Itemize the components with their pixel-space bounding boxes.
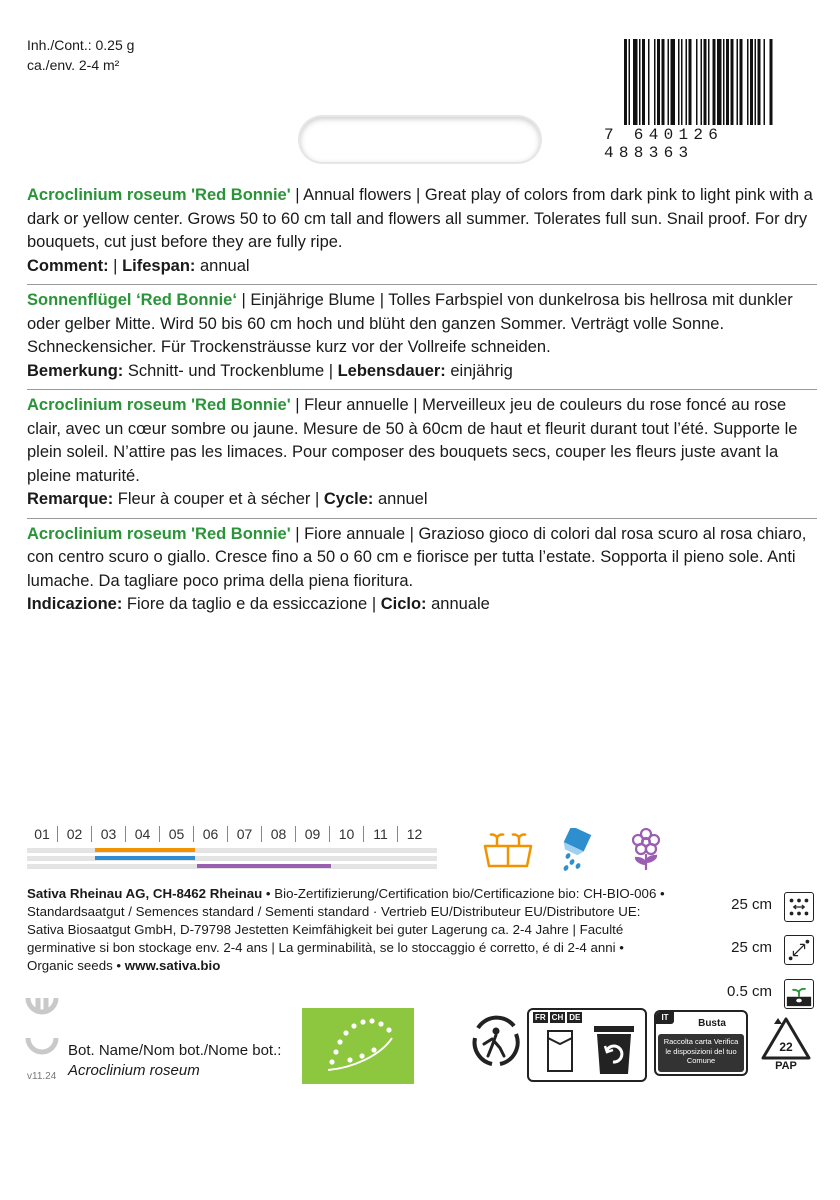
month-label: 12 (397, 826, 431, 842)
month-label: 08 (261, 826, 295, 842)
variety-title-en: Acroclinium roseum 'Red Bonnie' (27, 186, 291, 204)
variety-title-it: Acroclinium roseum 'Red Bonnie' (27, 524, 291, 543)
month-label: 05 (159, 826, 193, 842)
lifespan-value-de: einjährig (445, 361, 513, 380)
description-en: | Annual flowers | Great play of colors from dark pink to light pink with a dark or yellow center. Grows 50 to 60 cm tall and flowers all summer. Tolerates full sun. Snail proof. For dry bouquets, cut just before they are fully ripe. (27, 186, 813, 251)
sowing-depth-icon (784, 979, 814, 1009)
country-tab-ch: CH (551, 1013, 564, 1022)
package-contents (27, 35, 134, 75)
calendar-bars (27, 848, 437, 872)
italy-title: Busta (698, 1018, 726, 1029)
spec-row-spacing (720, 935, 820, 961)
month-label: 06 (193, 826, 227, 842)
botanical-value: Acroclinium roseum (68, 1062, 200, 1079)
month-label: 09 (295, 826, 329, 842)
packet-window (300, 117, 540, 162)
seed-tray-icon (482, 828, 534, 872)
month-label: 04 (125, 826, 159, 842)
comment-label-it: Indicazione: (27, 595, 123, 613)
month-label: 11 (363, 826, 397, 842)
comment-label-de: Bemerkung: (27, 361, 124, 380)
spec-plant-spacing (720, 892, 820, 918)
comment-value-fr: Fleur à couper et à sécher | (113, 490, 324, 508)
paper-bin-icon (591, 1022, 637, 1078)
company-name: Sativa Rheinau AG, CH-8462 Rheinau (27, 886, 263, 901)
botanical-label: Bot. Name/Nom bot./Nome bot.: (68, 1042, 282, 1059)
block-english (27, 180, 817, 285)
block-german (27, 285, 817, 390)
description-blocks (27, 180, 817, 623)
triman-recycling-icon (470, 1014, 522, 1070)
botanical-name (68, 1041, 281, 1081)
calendar-grid-line (27, 848, 437, 853)
pap-label: PAP (775, 1060, 797, 1072)
comment-value-en: | (108, 256, 123, 275)
lifespan-label-en: Lifespan: (122, 256, 196, 275)
month-label: 01 (34, 826, 50, 842)
perforation-mark-icon (25, 996, 59, 1026)
italy-recycling-box (654, 1010, 748, 1076)
row-spacing-icon (784, 935, 814, 965)
paper-packet-icon (545, 1028, 575, 1074)
variety-title-fr: Acroclinium roseum 'Red Bonnie' (27, 396, 291, 414)
certification-text: • Bio-Zertifizierung/Certification bio/Certificazione bio: CH-BIO-006 • Standardsaatgut / Semences standard / Sementi standard · Vertrieb EU/Distributeur EU/Distributore UE: Sativa Biosaatgut GmbH, D-79798 Jestetten Keimfähigkeit bei guter Lagerung ca. 2-4 Jahre | Faculté germinative si bon stockage env. 2-4 ans | La germinabilità, se lo stoccaggio é corretto, é di 2-4 anni • Organic seeds • (27, 886, 665, 973)
lifespan-label-de: Lebensdauer: (337, 361, 446, 380)
month-label: 10 (329, 826, 363, 842)
country-tabs (533, 1012, 582, 1023)
description-fr: | Fleur annuelle | Merveilleux jeu de couleurs du rose foncé au rose clair, avec un cœur sombre ou jaune. Mesure de 50 à 60cm de haut et fleurit durant tout l’été. Supporte le plein soleil. N’attire pas les limaces. Pour composer des bouquets secs, couper les fleurs juste avant la pleine maturité. (27, 396, 798, 485)
description-de: | Einjährige Blume | Tolles Farbspiel von dunkelrosa bis hellrosa mit dunkler oder gelber Mitte. Wird 50 bis 60 cm hoch und blüht den ganzen Sommer. Verträgt volle Sonne. Schneckensicher. Für Trockensträusse kurz vor der Vollreife schneiden. (27, 291, 793, 356)
comment-label-en: Comment: (27, 256, 109, 275)
company-info (27, 885, 667, 975)
italy-instructions: Raccolta carta Verifica le disposizioni del tuo Comune (658, 1034, 744, 1072)
bloom-bar (197, 864, 331, 868)
comment-value-de: Schnitt- und Trockenblume | (123, 361, 338, 380)
paper-recycling-box (527, 1008, 647, 1082)
lifespan-label-it: Ciclo: (380, 595, 427, 613)
lifespan-value-fr: annuel (373, 490, 428, 508)
block-italian (27, 519, 817, 623)
comment-label-fr: Remarque: (27, 490, 114, 508)
block-french (27, 390, 817, 519)
plant-spacing-value: 25 cm (731, 896, 772, 913)
contents-weight: Inh./Cont.: 0.25 g (27, 37, 135, 53)
month-row (27, 826, 437, 842)
sowing-depth-value: 0.5 cm (726, 983, 772, 1000)
barcode-number: 7 640126 488363 (604, 126, 724, 162)
month-label: 02 (57, 826, 91, 842)
sowing-calendar (27, 826, 437, 872)
spec-sowing-depth (720, 979, 820, 1005)
flower-icon (624, 828, 668, 872)
recycling-triangle-icon (760, 1016, 812, 1062)
comment-value-it: Fiore da taglio e da essiccazione | (122, 595, 381, 613)
pap-recycling-mark (760, 1016, 812, 1076)
contents-area: ca./env. 2-4 m² (27, 57, 120, 73)
sow-outdoor-bar (95, 856, 195, 860)
sowing-icon (558, 828, 596, 872)
version-label: v11.24 (27, 1071, 57, 1082)
sow-indoor-bar (95, 848, 195, 852)
calendar-grid-line (27, 856, 437, 861)
eu-organic-logo (302, 1008, 414, 1084)
month-label: 03 (91, 826, 125, 842)
lifespan-label-fr: Cycle: (323, 490, 374, 508)
fold-mark-icon (25, 1034, 59, 1064)
website-link[interactable]: www.sativa.bio (124, 958, 221, 973)
country-tab-de: DE (569, 1013, 581, 1022)
pap-number: 22 (779, 1040, 793, 1054)
month-label: 07 (227, 826, 261, 842)
lifespan-value-it: annuale (426, 595, 490, 613)
country-tab-fr: FR (535, 1013, 546, 1022)
lifespan-value-en: annual (195, 256, 250, 275)
description-it: | Fiore annuale | Grazioso gioco di colori dal rosa scuro al rosa chiaro, con centro scuro o giallo. Cresce fino a 50 o 60 cm e fiorisce per tutta l’estate. Sopporta il pieno sole. Anti lumache. Da tagliare poco prima della piena fioritura. (27, 524, 807, 590)
italy-tab: IT (656, 1012, 674, 1024)
plant-spacing-icon (784, 892, 814, 922)
row-spacing-value: 25 cm (731, 939, 772, 956)
variety-title-de: Sonnenflügel ‘Red Bonnie‘ (27, 291, 237, 309)
